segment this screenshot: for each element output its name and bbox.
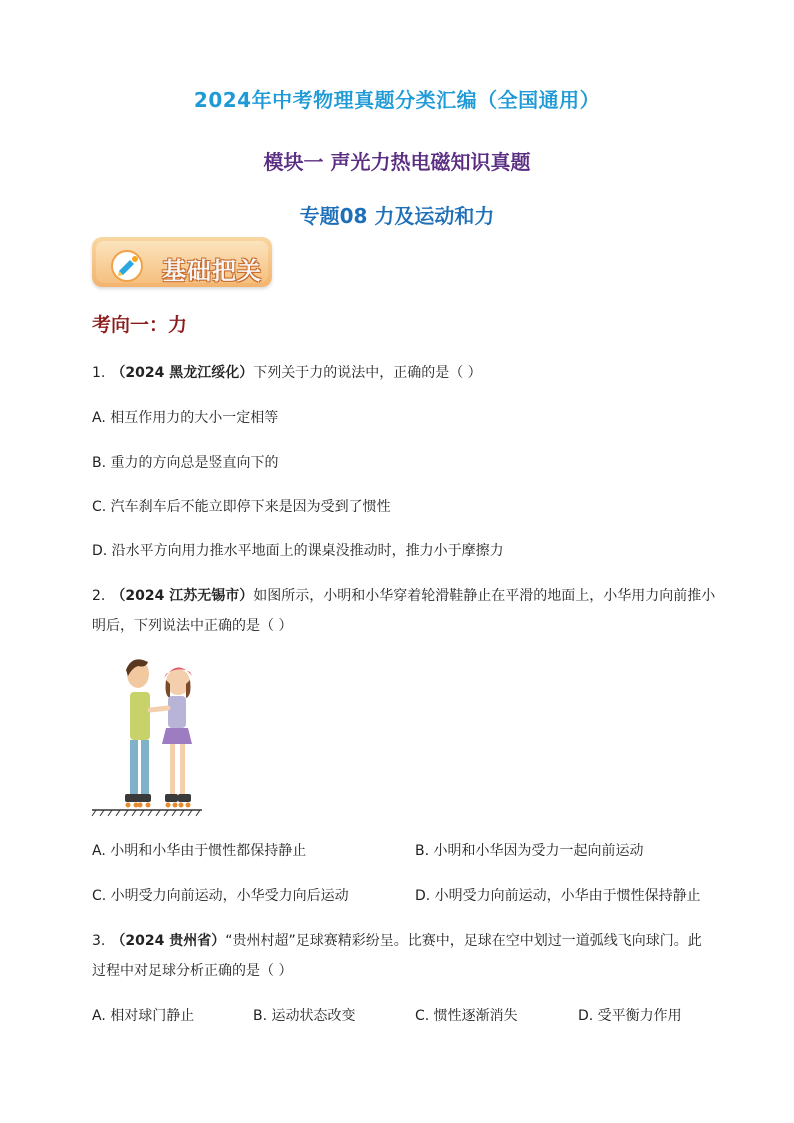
document-title: 2024年中考物理真题分类汇编（全国通用） (193, 88, 601, 112)
banner-label: 基础把关 (162, 257, 262, 285)
module-title: 模块一 声光力热电磁知识真题 (263, 150, 531, 174)
question-3-stem-line1 (92, 930, 702, 950)
section-heading: 考向一：力 (92, 314, 188, 336)
question-text: 如图所示，小明和小华穿着轮滑鞋静止在平滑的地面上，小华用力向前推小 (253, 588, 716, 604)
option-b: B. 重力的方向总是竖直向下的 (92, 455, 279, 471)
question-text: 下列关于力的说法中，正确的是（ ） (253, 365, 482, 381)
option-a: A. 相对球门静止 (92, 1008, 195, 1024)
question-3-stem-line2: 过程中对足球分析正确的是（ ） (92, 963, 293, 979)
question-1-stem (92, 362, 482, 382)
skating-figure (92, 652, 202, 817)
option-d: D. 沿水平方向用力推水平地面上的课桌没推动时，推力小于摩擦力 (92, 543, 504, 559)
topic-title-text: 专题08 力及运动和力 (299, 204, 495, 228)
option-c: C. 小明受力向前运动，小华受力向后运动 (92, 888, 349, 904)
option-a: A. 小明和小华由于惯性都保持静止 (92, 843, 307, 859)
banner-inner (96, 241, 268, 283)
option-d: D. 受平衡力作用 (578, 1008, 682, 1024)
question-source: （2024 贵州省） (111, 933, 226, 949)
option-c: C. 惯性逐渐消失 (415, 1008, 518, 1024)
option-b: B. 小明和小华因为受力一起向前运动 (415, 843, 644, 859)
option-d: D. 小明受力向前运动，小华由于惯性保持静止 (415, 888, 701, 904)
question-2-stem-line2: 明后，下列说法中正确的是（ ） (92, 618, 293, 634)
question-2-stem-line1 (92, 585, 715, 605)
question-number: 3. (92, 933, 106, 949)
question-source: （2024 黑龙江绥化） (111, 365, 254, 381)
topic-title (0, 196, 794, 228)
option-b: B. 运动状态改变 (253, 1008, 356, 1024)
question-number: 2. (92, 588, 106, 604)
question-number: 1. (92, 365, 106, 381)
question-source: （2024 江苏无锡市） (111, 588, 254, 604)
pencil-badge-icon (110, 249, 144, 283)
section-banner (92, 237, 272, 287)
option-a: A. 相互作用力的大小一定相等 (92, 410, 279, 426)
option-c: C. 汽车刹车后不能立即停下来是因为受到了惯性 (92, 499, 391, 515)
question-text: “贵州村超”足球赛精彩纷呈。比赛中，足球在空中划过一道弧线飞向球门。此 (225, 933, 702, 949)
